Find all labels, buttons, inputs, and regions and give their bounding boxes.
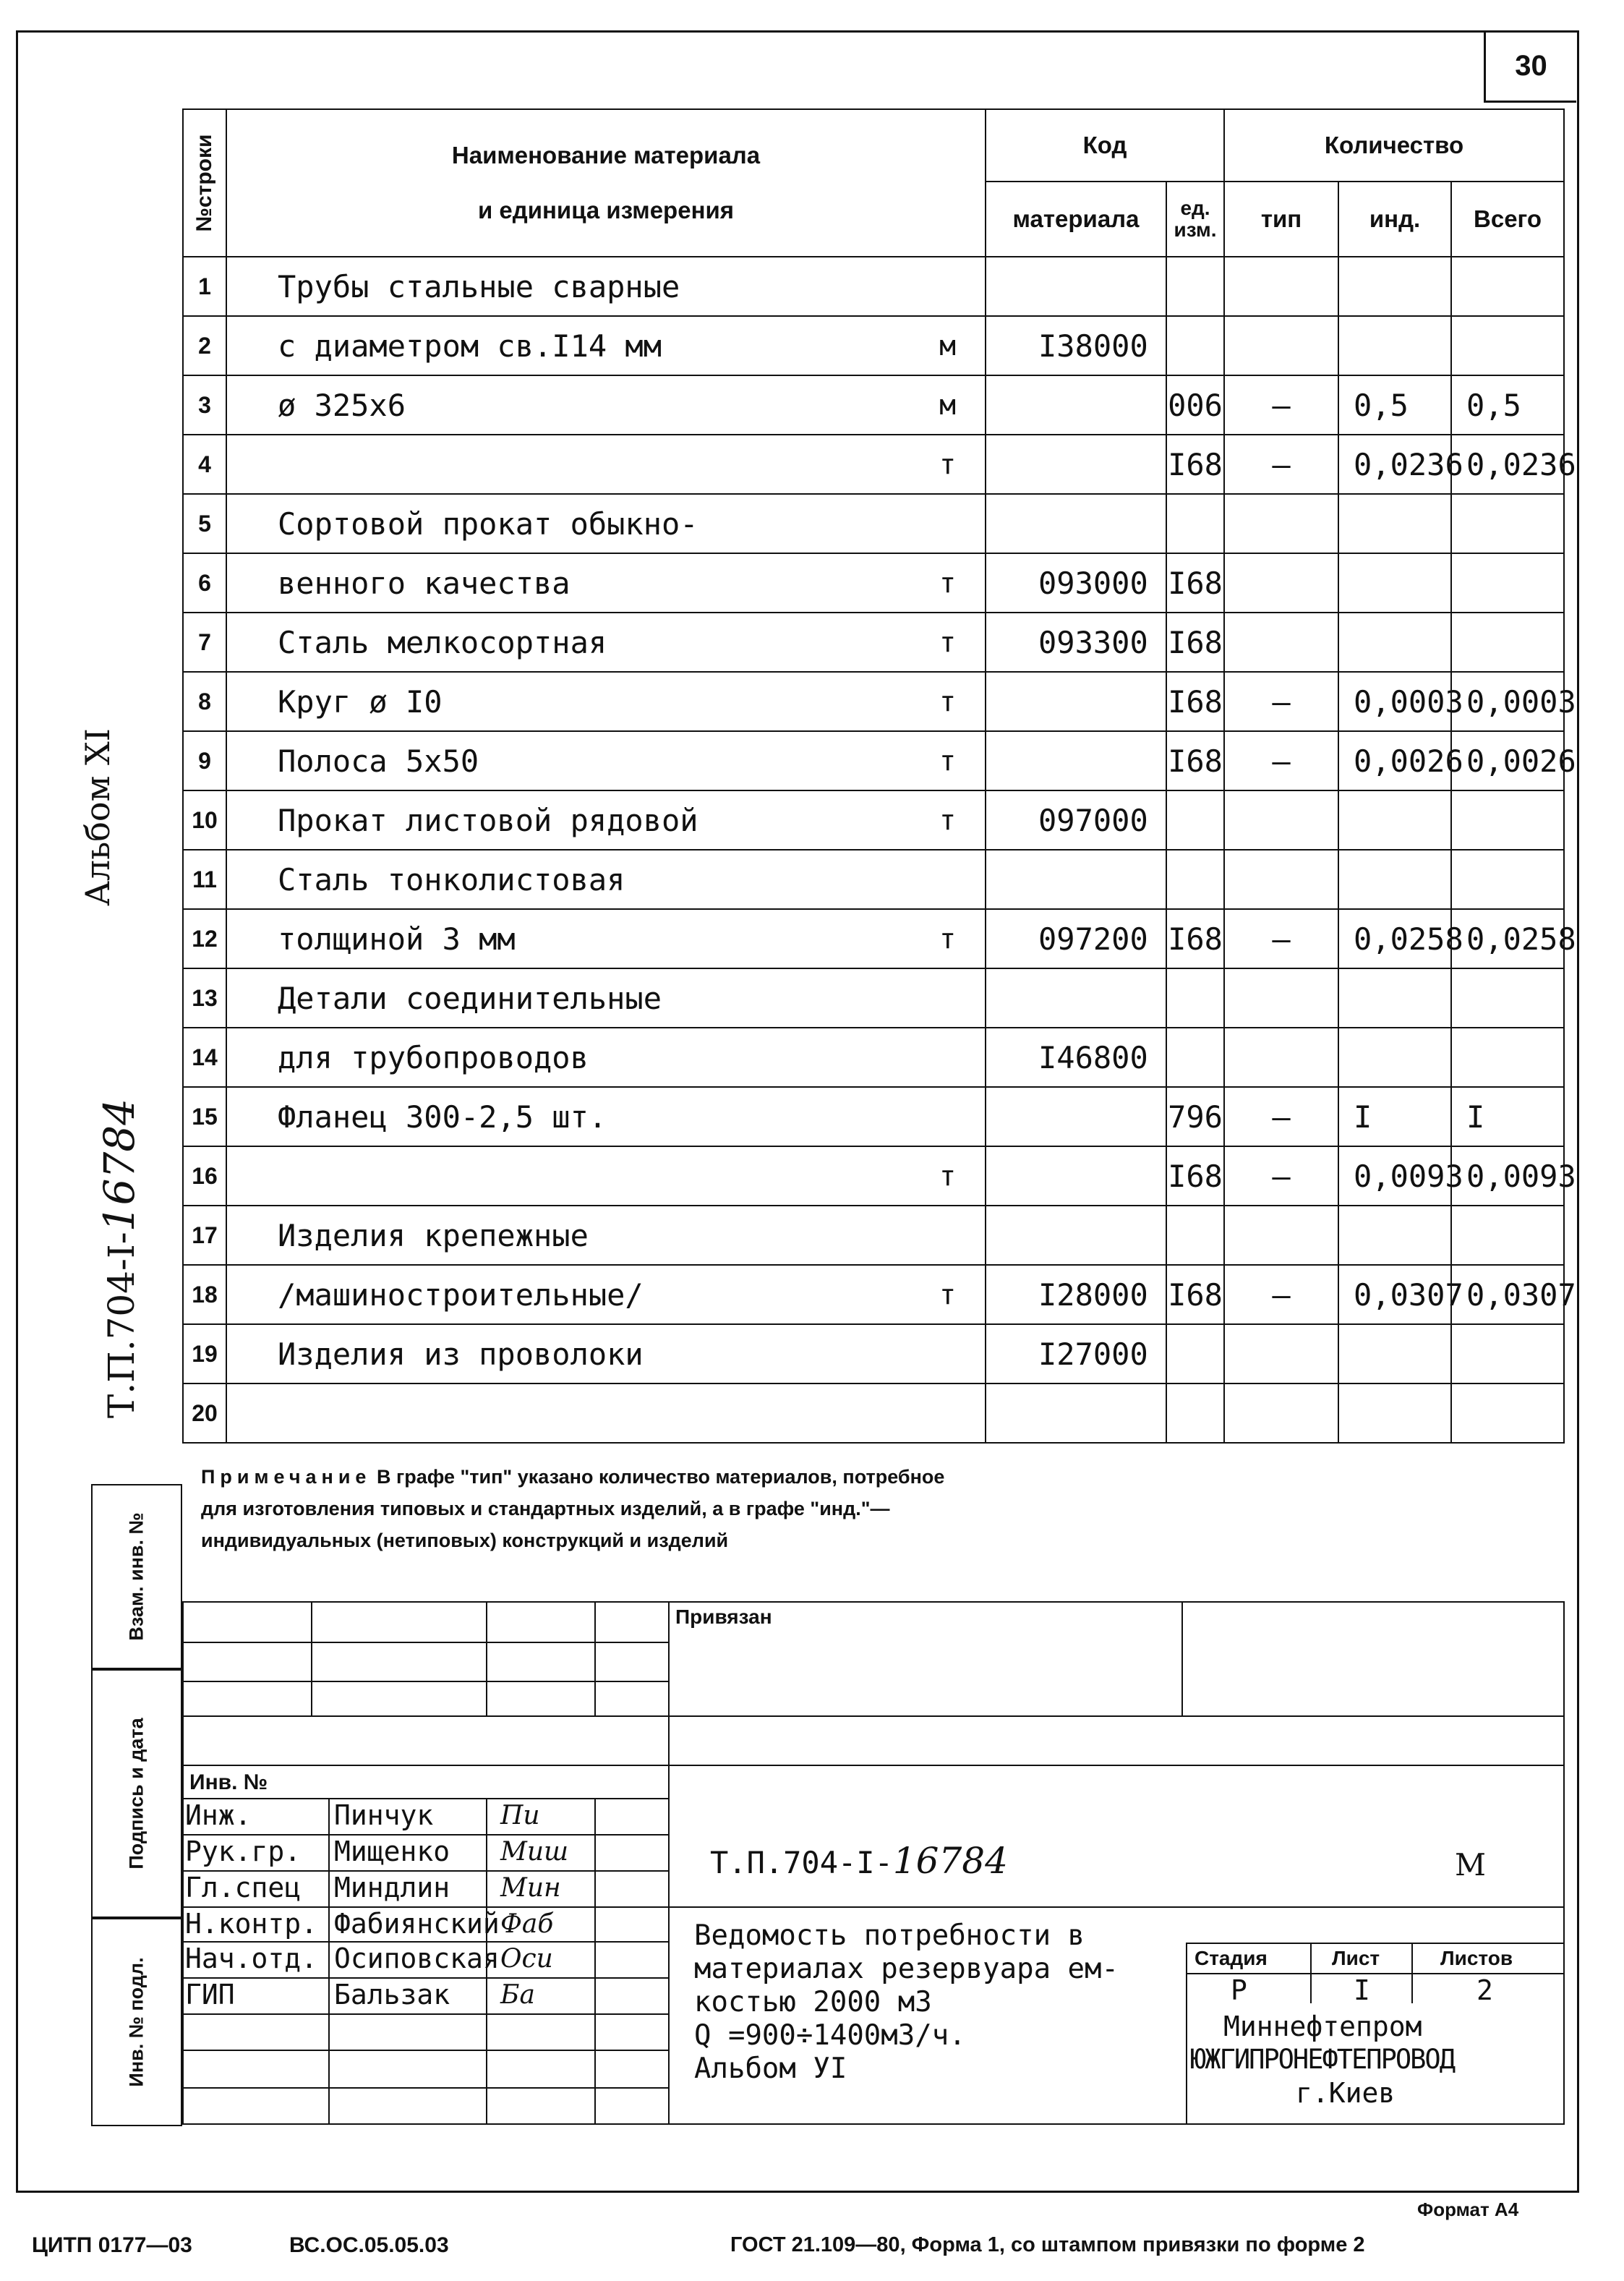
qty-total: I bbox=[1451, 1087, 1564, 1146]
unit-code: I68 bbox=[1166, 613, 1224, 672]
unit: м bbox=[939, 389, 957, 421]
qty-type bbox=[1224, 1206, 1338, 1265]
material-name bbox=[226, 435, 986, 494]
table-row bbox=[183, 850, 1564, 909]
footer-gost: ГОСТ 21.109—80, Форма 1, со штампом привязки по форме 2 bbox=[730, 2233, 1365, 2256]
table-row bbox=[183, 316, 1564, 375]
unit-code: I68 bbox=[1166, 435, 1224, 494]
table-row bbox=[183, 375, 1564, 435]
footer-left-code1: ЦИТП 0177—03 bbox=[32, 2233, 192, 2257]
header-qty-total: Всего bbox=[1451, 182, 1564, 257]
unit-code bbox=[1166, 1324, 1224, 1383]
unit-code bbox=[1166, 494, 1224, 553]
material-code: I27000 bbox=[986, 1324, 1166, 1383]
signature-mark: Мин bbox=[500, 1873, 561, 1903]
header-row-no: №строки bbox=[183, 109, 226, 257]
header-code: Код bbox=[986, 109, 1224, 182]
material-name: /машиностроительные/ т bbox=[226, 1265, 986, 1324]
unit-code: I68 bbox=[1166, 1265, 1224, 1324]
qty-type bbox=[1224, 613, 1338, 672]
row-number: 15 bbox=[183, 1087, 226, 1146]
table-row bbox=[183, 553, 1564, 613]
unit-code bbox=[1166, 316, 1224, 375]
qty-type: – bbox=[1224, 909, 1338, 968]
signature-role: Инж. bbox=[185, 1799, 252, 1831]
material-name: Сталь мелкосортная т bbox=[226, 613, 986, 672]
qty-total bbox=[1451, 613, 1564, 672]
row-number: 19 bbox=[183, 1324, 226, 1383]
table-row bbox=[183, 435, 1564, 494]
qty-total: 0,0236 bbox=[1451, 435, 1564, 494]
sheets-label: Листов bbox=[1440, 1947, 1513, 1969]
qty-ind bbox=[1338, 1028, 1451, 1087]
strip-vzam: Взам. инв. № bbox=[91, 1484, 182, 1669]
material-code: 097000 bbox=[986, 790, 1166, 850]
privyazan-label: Привязан bbox=[675, 1606, 772, 1628]
qty-type: – bbox=[1224, 435, 1338, 494]
qty-ind: 0,0236 bbox=[1338, 435, 1451, 494]
sheets-value: 2 bbox=[1476, 1974, 1493, 2006]
unit-code bbox=[1166, 1206, 1224, 1265]
material-code: 093300 bbox=[986, 613, 1166, 672]
qty-ind: I bbox=[1338, 1087, 1451, 1146]
qty-ind bbox=[1338, 494, 1451, 553]
qty-total: 0,0003 bbox=[1451, 672, 1564, 731]
signature-mark: Ба bbox=[500, 1980, 535, 2010]
unit: т bbox=[939, 567, 957, 599]
stage-label: Стадия bbox=[1195, 1947, 1268, 1969]
qty-type: – bbox=[1224, 375, 1338, 435]
row-number: 8 bbox=[183, 672, 226, 731]
qty-type bbox=[1224, 316, 1338, 375]
row-number: 3 bbox=[183, 375, 226, 435]
qty-type: – bbox=[1224, 1265, 1338, 1324]
table-row bbox=[183, 968, 1564, 1028]
qty-ind bbox=[1338, 553, 1451, 613]
material-code bbox=[986, 1383, 1166, 1443]
material-code bbox=[986, 850, 1166, 909]
unit: т bbox=[939, 923, 957, 955]
unit-code bbox=[1166, 850, 1224, 909]
signature-role: Н.контр. bbox=[185, 1908, 318, 1940]
row-number: 12 bbox=[183, 909, 226, 968]
material-code bbox=[986, 1206, 1166, 1265]
header-quantity: Количество bbox=[1224, 109, 1564, 182]
qty-total bbox=[1451, 553, 1564, 613]
material-name: Изделия крепежные bbox=[226, 1206, 986, 1265]
row-number: 5 bbox=[183, 494, 226, 553]
table-row bbox=[183, 494, 1564, 553]
qty-ind: 0,0093 bbox=[1338, 1146, 1451, 1206]
material-code bbox=[986, 435, 1166, 494]
header-code-material: материала bbox=[986, 182, 1166, 257]
qty-total bbox=[1451, 850, 1564, 909]
qty-type bbox=[1224, 850, 1338, 909]
stage-value: Р bbox=[1231, 1974, 1247, 2006]
strip-podpis: Подпись и дата bbox=[91, 1669, 182, 1918]
signature-name: Мищенко bbox=[334, 1836, 450, 1867]
qty-ind: 0,0003 bbox=[1338, 672, 1451, 731]
signature-role: ГИП bbox=[185, 1979, 235, 2011]
sheet-value: I bbox=[1354, 1974, 1370, 2006]
material-code bbox=[986, 375, 1166, 435]
material-name bbox=[226, 1383, 986, 1443]
table-row bbox=[183, 909, 1564, 968]
stamp-letter: М bbox=[1455, 1847, 1487, 1883]
qty-total: 0,0026 bbox=[1451, 731, 1564, 790]
signature-mark: Фаб bbox=[500, 1909, 554, 1939]
unit-code bbox=[1166, 790, 1224, 850]
signature-name: Миндлин bbox=[334, 1872, 450, 1903]
inv-no-label: Инв. № bbox=[189, 1770, 268, 1794]
material-name: Фланец 300-2,5 шт. bbox=[226, 1087, 986, 1146]
qty-type bbox=[1224, 553, 1338, 613]
table-row bbox=[183, 1028, 1564, 1087]
material-name: Изделия из проволоки bbox=[226, 1324, 986, 1383]
qty-type bbox=[1224, 257, 1338, 316]
signature-name: Пинчук bbox=[334, 1799, 434, 1831]
strip-inv-podl: Инв. № подл. bbox=[91, 1918, 182, 2126]
qty-type bbox=[1224, 1383, 1338, 1443]
qty-total: 0,0258 bbox=[1451, 909, 1564, 968]
table-row bbox=[183, 731, 1564, 790]
org-ministry: Миннефтепром bbox=[1223, 2011, 1422, 2042]
row-number: 2 bbox=[183, 316, 226, 375]
qty-ind: 0,0026 bbox=[1338, 731, 1451, 790]
row-number: 20 bbox=[183, 1383, 226, 1443]
qty-ind bbox=[1338, 1324, 1451, 1383]
row-number: 9 bbox=[183, 731, 226, 790]
material-code bbox=[986, 494, 1166, 553]
material-name: Сортовой прокат обыкно- bbox=[226, 494, 986, 553]
material-name: с диаметром св.I14 мм м bbox=[226, 316, 986, 375]
qty-total: 0,0307 bbox=[1451, 1265, 1564, 1324]
signature-name: Осиповская bbox=[334, 1943, 500, 1974]
qty-type: – bbox=[1224, 731, 1338, 790]
unit-code bbox=[1166, 1028, 1224, 1087]
qty-ind bbox=[1338, 613, 1451, 672]
table-row bbox=[183, 1146, 1564, 1206]
unit: м bbox=[939, 330, 957, 362]
qty-ind bbox=[1338, 257, 1451, 316]
material-code bbox=[986, 1087, 1166, 1146]
signature-mark: Оси bbox=[500, 1944, 553, 1974]
row-number: 18 bbox=[183, 1265, 226, 1324]
note: Примечание В графе "тип" указано количество материалов, потребное для изготовления типовых и стандартных изделий, а в графе "инд."— индивидуальных (нетиповых) конструкций и изделий bbox=[201, 1466, 945, 1551]
table-row bbox=[183, 1383, 1564, 1443]
stamp-title: Ведомость потребности в материалах резервуара ем- костью 2000 м3 Q =900÷1400м3/ч. Альбом УI bbox=[694, 1919, 1119, 2085]
qty-total bbox=[1451, 1324, 1564, 1383]
unit-code: I68 bbox=[1166, 1146, 1224, 1206]
row-number: 7 bbox=[183, 613, 226, 672]
material-code bbox=[986, 672, 1166, 731]
material-name: для трубопроводов bbox=[226, 1028, 986, 1087]
page-number: 30 bbox=[1484, 32, 1576, 103]
org-city: г.Киев bbox=[1296, 2077, 1396, 2109]
qty-ind: 0,0258 bbox=[1338, 909, 1451, 968]
sheet-label: Лист bbox=[1332, 1947, 1380, 1969]
qty-total bbox=[1451, 968, 1564, 1028]
qty-total bbox=[1451, 1383, 1564, 1443]
qty-ind: 0,0307 bbox=[1338, 1265, 1451, 1324]
title-block bbox=[182, 1601, 1563, 2126]
qty-ind bbox=[1338, 316, 1451, 375]
unit: т bbox=[939, 804, 957, 836]
qty-total bbox=[1451, 1028, 1564, 1087]
qty-ind bbox=[1338, 1206, 1451, 1265]
unit: т bbox=[939, 1279, 957, 1310]
side-album-label: Альбом XI bbox=[78, 728, 117, 906]
row-number: 6 bbox=[183, 553, 226, 613]
table-row bbox=[183, 1087, 1564, 1146]
unit-code: I68 bbox=[1166, 672, 1224, 731]
qty-total bbox=[1451, 316, 1564, 375]
signature-role: Рук.гр. bbox=[185, 1836, 302, 1867]
unit-code: I68 bbox=[1166, 553, 1224, 613]
row-number: 14 bbox=[183, 1028, 226, 1087]
row-number: 1 bbox=[183, 257, 226, 316]
qty-ind bbox=[1338, 790, 1451, 850]
unit-code bbox=[1166, 257, 1224, 316]
qty-type bbox=[1224, 1324, 1338, 1383]
unit: т bbox=[939, 448, 957, 480]
material-code bbox=[986, 257, 1166, 316]
material-name: ø 325х6 м bbox=[226, 375, 986, 435]
material-name: Прокат листовой рядовой т bbox=[226, 790, 986, 850]
material-code: I28000 bbox=[986, 1265, 1166, 1324]
table-row bbox=[183, 672, 1564, 731]
qty-type: – bbox=[1224, 672, 1338, 731]
qty-total bbox=[1451, 257, 1564, 316]
qty-ind bbox=[1338, 850, 1451, 909]
signature-name: Бальзак bbox=[334, 1979, 450, 2011]
row-number: 11 bbox=[183, 850, 226, 909]
qty-total: 0,0093 bbox=[1451, 1146, 1564, 1206]
unit-code bbox=[1166, 1383, 1224, 1443]
unit-code: I68 bbox=[1166, 909, 1224, 968]
materials-table bbox=[182, 108, 1576, 1444]
row-number: 13 bbox=[183, 968, 226, 1028]
qty-type bbox=[1224, 494, 1338, 553]
table-row bbox=[183, 790, 1564, 850]
qty-type: – bbox=[1224, 1087, 1338, 1146]
material-name: венного качества т bbox=[226, 553, 986, 613]
row-number: 17 bbox=[183, 1206, 226, 1265]
unit-code bbox=[1166, 968, 1224, 1028]
qty-total: 0,5 bbox=[1451, 375, 1564, 435]
table-row bbox=[183, 257, 1564, 316]
qty-type: – bbox=[1224, 1146, 1338, 1206]
qty-type bbox=[1224, 968, 1338, 1028]
material-name: Трубы стальные сварные bbox=[226, 257, 986, 316]
material-name: Сталь тонколистовая bbox=[226, 850, 986, 909]
qty-total bbox=[1451, 1206, 1564, 1265]
qty-ind bbox=[1338, 1383, 1451, 1443]
footer-left-code2: ВС.ОС.05.05.03 bbox=[289, 2233, 449, 2257]
table-row bbox=[183, 613, 1564, 672]
unit: т bbox=[939, 686, 957, 717]
header-code-unit: ед. изм. bbox=[1166, 182, 1224, 257]
signature-mark: Пи bbox=[500, 1801, 540, 1830]
material-code: I46800 bbox=[986, 1028, 1166, 1087]
unit-code: I68 bbox=[1166, 731, 1224, 790]
left-strip bbox=[91, 1484, 182, 2126]
qty-total bbox=[1451, 790, 1564, 850]
qty-ind bbox=[1338, 968, 1451, 1028]
material-name bbox=[226, 1146, 986, 1206]
table-row bbox=[183, 1206, 1564, 1265]
header-qty-ind: инд. bbox=[1338, 182, 1451, 257]
qty-total bbox=[1451, 494, 1564, 553]
material-name: Детали соединительные bbox=[226, 968, 986, 1028]
material-code: 093000 bbox=[986, 553, 1166, 613]
row-number: 16 bbox=[183, 1146, 226, 1206]
unit-code: 796 bbox=[1166, 1087, 1224, 1146]
table-row bbox=[183, 1324, 1564, 1383]
material-code: I38000 bbox=[986, 316, 1166, 375]
signature-name: Фабиянский bbox=[334, 1908, 500, 1940]
signature-role: Гл.спец bbox=[185, 1872, 302, 1903]
material-name: Круг ø I0 т bbox=[226, 672, 986, 731]
side-document-code: Т.П.704-I-16784 bbox=[95, 1098, 144, 1419]
row-number: 10 bbox=[183, 790, 226, 850]
org-institute: ЮЖГИПРОНЕФТЕПРОВОД bbox=[1190, 2044, 1454, 2075]
unit: т bbox=[939, 745, 957, 777]
material-code bbox=[986, 731, 1166, 790]
material-name: Полоса 5х50 т bbox=[226, 731, 986, 790]
table-row bbox=[183, 1265, 1564, 1324]
row-number: 4 bbox=[183, 435, 226, 494]
qty-type bbox=[1224, 790, 1338, 850]
stamp-document-code: Т.П.704-I-16784 bbox=[710, 1840, 1008, 1882]
header-name: Наименование материала и единица измерения bbox=[226, 109, 986, 257]
material-code bbox=[986, 968, 1166, 1028]
unit: т bbox=[939, 1160, 957, 1192]
unit: т bbox=[939, 626, 957, 658]
format-label: Формат А4 bbox=[1417, 2199, 1519, 2220]
qty-type bbox=[1224, 1028, 1338, 1087]
signature-mark: Миш bbox=[500, 1837, 569, 1867]
qty-ind: 0,5 bbox=[1338, 375, 1451, 435]
signature-role: Нач.отд. bbox=[185, 1943, 318, 1974]
header-qty-type: тип bbox=[1224, 182, 1338, 257]
material-code bbox=[986, 1146, 1166, 1206]
unit-code: 006 bbox=[1166, 375, 1224, 435]
material-code: 097200 bbox=[986, 909, 1166, 968]
material-name: толщиной 3 мм т bbox=[226, 909, 986, 968]
